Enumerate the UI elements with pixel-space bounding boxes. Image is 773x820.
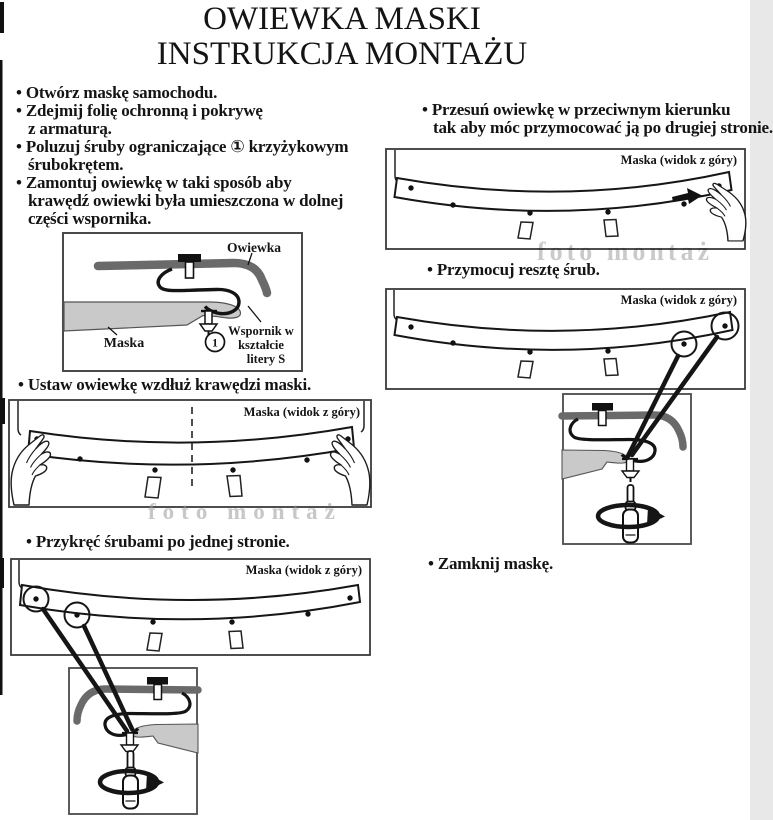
mounting-tab <box>518 222 533 239</box>
scan-artifact-edge <box>0 2 5 695</box>
step-fix-rest-screws: • Przymocuj resztę śrub. <box>427 261 600 279</box>
mounting-tab <box>227 476 242 497</box>
watermark-text: foto montaż <box>536 237 714 266</box>
watermark <box>148 499 398 524</box>
mounting-tab <box>145 477 161 498</box>
top-view-label: Maska (widok z góry) <box>620 293 737 307</box>
top-view-label: Maska (widok z góry) <box>243 405 360 419</box>
step-mount-deflector-3: części wspornika. <box>28 209 152 228</box>
watermark-text: foto montaż <box>148 499 342 524</box>
page-title <box>0 2 684 72</box>
top-view-label: Maska (widok z góry) <box>245 563 362 577</box>
title-line1: OWIEWKA MASKI <box>203 1 481 37</box>
step-remove-foil-2: z armaturą. <box>28 119 112 138</box>
title-line2: INSTRUKCJA MONTAŻU <box>156 36 528 72</box>
mounting-tab <box>229 631 243 649</box>
clamp-icon <box>147 677 168 685</box>
diagram-top-view-screwed-left <box>10 558 371 656</box>
callout-number: 1 <box>212 335 218 350</box>
maska-label: Maska <box>103 336 145 351</box>
screw-stem <box>127 733 134 745</box>
step-loosen-screws-2: śrubokrętem. <box>28 155 124 174</box>
clamp-icon <box>592 403 613 411</box>
screw-stem <box>205 311 212 324</box>
bracket-label-3: litery S <box>246 352 286 366</box>
diagram-cross-section <box>62 232 303 372</box>
step-mount-deflector-2: krawędź owiewki była umieszczona w dolnej <box>28 191 344 210</box>
mounting-tab <box>604 359 618 376</box>
bracket-label-2: kształcie <box>238 338 284 352</box>
diagram-top-view-slide <box>385 148 746 266</box>
step-slide-deflector-2: tak aby móc przymocować ją po drugiej stronie. <box>433 118 773 137</box>
clamp-screw-icon <box>154 685 162 700</box>
clamp-icon <box>178 254 201 262</box>
step-align-deflector: • Ustaw owiewkę wzdłuż krawędzi maski. <box>18 376 311 394</box>
screw-stem <box>627 459 634 471</box>
step-loosen-screws: • Poluzuj śruby ograniczające ① krzyżykowym <box>16 138 348 156</box>
detail-screwdriver-left <box>68 667 198 815</box>
clamp-screw-icon <box>186 262 194 278</box>
mounting-tab <box>604 220 618 237</box>
detail-screwdriver-right <box>562 393 692 545</box>
step-remove-foil: • Zdejmij folię ochronną i pokrywę <box>16 102 263 120</box>
diagram-top-view-align <box>8 399 372 508</box>
step-close-hood: • Zamknij maskę. <box>428 555 553 573</box>
top-view-label: Maska (widok z góry) <box>620 153 737 167</box>
mounting-tab <box>147 633 162 651</box>
step-open-hood: • Otwórz maskę samochodu. <box>16 84 217 102</box>
diagram-top-view-screwed-right <box>385 288 746 390</box>
clamp-screw-icon <box>599 411 607 426</box>
step-screw-one-side: • Przykręć śrubami po jednej stronie. <box>26 533 290 551</box>
mounting-tab <box>518 361 533 378</box>
bracket-label-1: Wspornik w <box>228 324 294 338</box>
step-slide-deflector: • Przesuń owiewkę w przeciwnym kierunku <box>422 101 730 119</box>
owiewka-label: Owiewka <box>227 240 281 255</box>
step-mount-deflector: • Zamontuj owiewkę w taki sposób aby <box>16 174 292 192</box>
